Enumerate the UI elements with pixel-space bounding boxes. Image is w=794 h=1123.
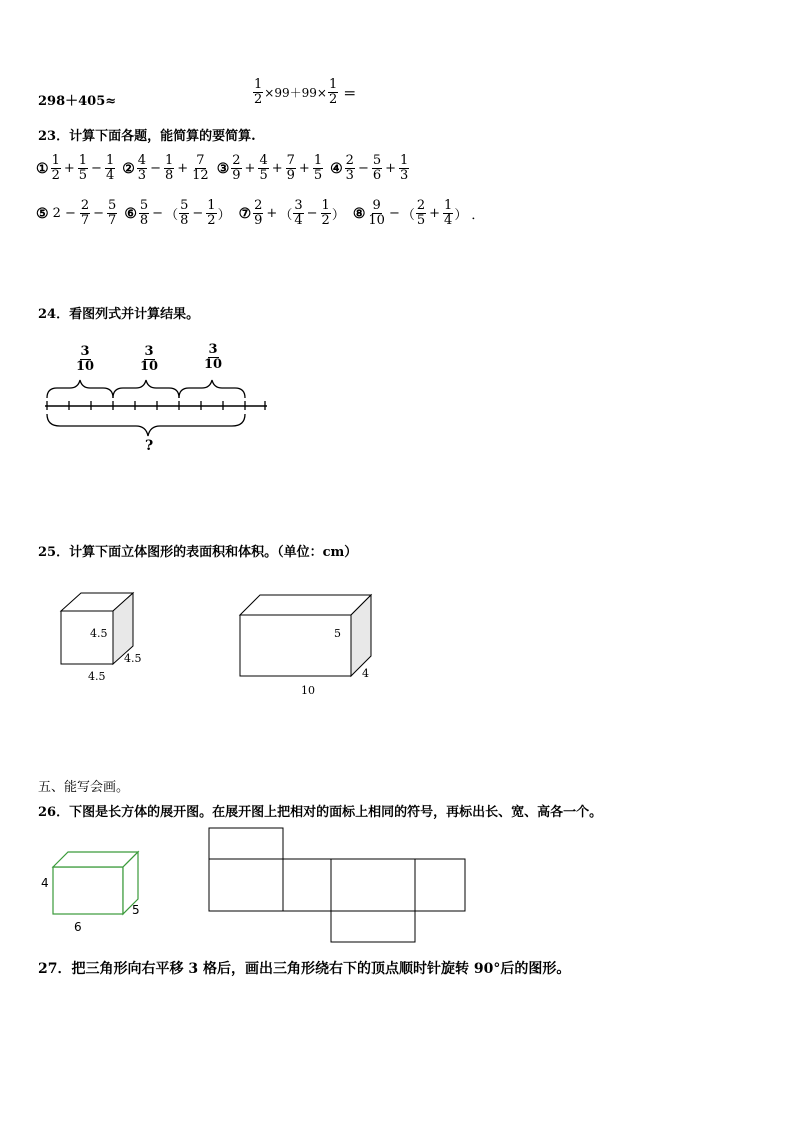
equals-sign: ＝ — [343, 87, 357, 102]
cube-bottom-label: 4.5 — [88, 670, 106, 683]
problem-number: ⑥ — [124, 205, 137, 222]
fraction: $\frac{1}{5}$ — [313, 153, 323, 183]
problem-number: ⑤ — [36, 205, 49, 222]
fraction: $\frac{2}{5}$ — [416, 198, 426, 228]
fraction: $\frac{1}{3}$ — [400, 153, 409, 183]
fraction: $\frac{3}{4}$ — [294, 198, 303, 228]
problem-number: ⑦ — [238, 205, 252, 222]
fraction: $\frac{1}{2}$ — [254, 77, 263, 107]
fraction: $\frac{2}{9}$ — [254, 198, 263, 228]
paren: ） — [217, 208, 231, 223]
brace-1 — [47, 380, 113, 398]
brace-3 — [179, 380, 245, 398]
estimate-expression: 298＋405≈ — [38, 94, 117, 109]
q26-title: 26．下图是长方体的展开图。在展开图上把相对的面标上相同的符号，再标出长、宽、高各一个。 — [38, 805, 603, 820]
operator: − — [93, 206, 105, 221]
total-brace — [47, 414, 245, 436]
paren: （ — [165, 208, 179, 223]
period: ． — [471, 208, 485, 223]
cuboid-depth-label: 4 — [362, 667, 369, 680]
operator: − — [91, 161, 102, 176]
operator: − — [150, 161, 161, 176]
question-mark: ? — [145, 438, 154, 454]
fraction: $\frac{1}{4}$ — [444, 198, 453, 228]
segment-label-1: $\frac{3}{10}$ — [76, 344, 95, 374]
expression-text: ×99＋99× — [264, 86, 327, 100]
operator: − — [306, 206, 318, 221]
cuboid-height-label: 5 — [334, 627, 341, 640]
fraction: $\frac{7}{12}$ — [192, 153, 209, 183]
fraction: $\frac{1}{5}$ — [78, 153, 88, 183]
operator: + — [429, 206, 441, 221]
segment-label-2: $\frac{3}{10}$ — [140, 344, 159, 374]
cube-front-label: 4.5 — [90, 627, 108, 640]
operator: − — [152, 206, 164, 221]
cuboid-figure — [240, 595, 371, 676]
fraction: $\frac{5}{8}$ — [139, 198, 149, 228]
operator: + — [271, 161, 283, 176]
section5-title: 五、能写会画。 — [38, 780, 130, 795]
fraction: $\frac{4}{5}$ — [259, 153, 268, 183]
brace-2 — [113, 380, 179, 398]
fraction: $\frac{1}{2}$ — [51, 153, 60, 183]
box-length-label: 6 — [74, 920, 82, 934]
q24-title: 24．看图列式并计算结果。 — [38, 307, 200, 322]
fraction: $\frac{9}{10}$ — [368, 198, 385, 228]
operator: + — [63, 161, 75, 176]
fraction: $\frac{4}{3}$ — [137, 153, 147, 183]
operator: − — [388, 206, 400, 221]
operator: − — [357, 161, 369, 176]
q26-box-figure — [53, 852, 138, 914]
fraction: $\frac{2}{3}$ — [345, 153, 354, 183]
fraction: $\frac{7}{9}$ — [286, 153, 295, 183]
operator: + — [244, 161, 256, 176]
fraction: $\frac{5}{7}$ — [108, 198, 117, 228]
fraction: $\frac{5}{6}$ — [372, 153, 382, 183]
problem-number: ④ — [330, 160, 343, 177]
fraction: $\frac{2}{9}$ — [232, 153, 241, 183]
q26-net-figure — [209, 828, 465, 942]
fraction: $\frac{1}{2}$ — [321, 198, 330, 228]
paren: （ — [401, 208, 415, 223]
fraction: $\frac{2}{7}$ — [80, 198, 90, 228]
operator: + — [298, 161, 310, 176]
q25-title: 25．计算下面立体图形的表面积和体积。（单位：cm） — [38, 545, 358, 560]
operator: − — [192, 206, 204, 221]
fraction: $\frac{1}{2}$ — [207, 198, 216, 228]
segment-label-3: $\frac{3}{10}$ — [204, 342, 223, 372]
operator: + — [177, 161, 189, 176]
problem-number: ① — [36, 160, 49, 177]
q27-title: 27．把三角形向右平移 3 格后，画出三角形绕右下的顶点顺时针旋转 90°后的图形。 — [38, 961, 571, 977]
operator: + — [385, 161, 397, 176]
paren: （ — [279, 208, 293, 223]
expression-text: 2 − — [52, 206, 76, 221]
fraction: $\frac{1}{2}$ — [328, 77, 338, 107]
fraction: $\frac{1}{8}$ — [164, 153, 174, 183]
paren: ） — [331, 208, 345, 223]
problem-number: ② — [122, 160, 135, 177]
fraction: $\frac{5}{8}$ — [180, 198, 189, 228]
operator: + — [266, 206, 278, 221]
box-depth-label: 5 — [132, 903, 140, 917]
paren: ） — [454, 208, 468, 223]
problem-number: ③ — [216, 160, 230, 177]
cube-side-label: 4.5 — [124, 652, 142, 665]
q23-title: 23．计算下面各题，能简算的要简算. — [38, 129, 256, 144]
problem-number: ⑧ — [352, 205, 366, 222]
cuboid-length-label: 10 — [301, 684, 315, 697]
box-height-label: 4 — [41, 876, 49, 890]
fraction: $\frac{1}{4}$ — [105, 153, 115, 183]
